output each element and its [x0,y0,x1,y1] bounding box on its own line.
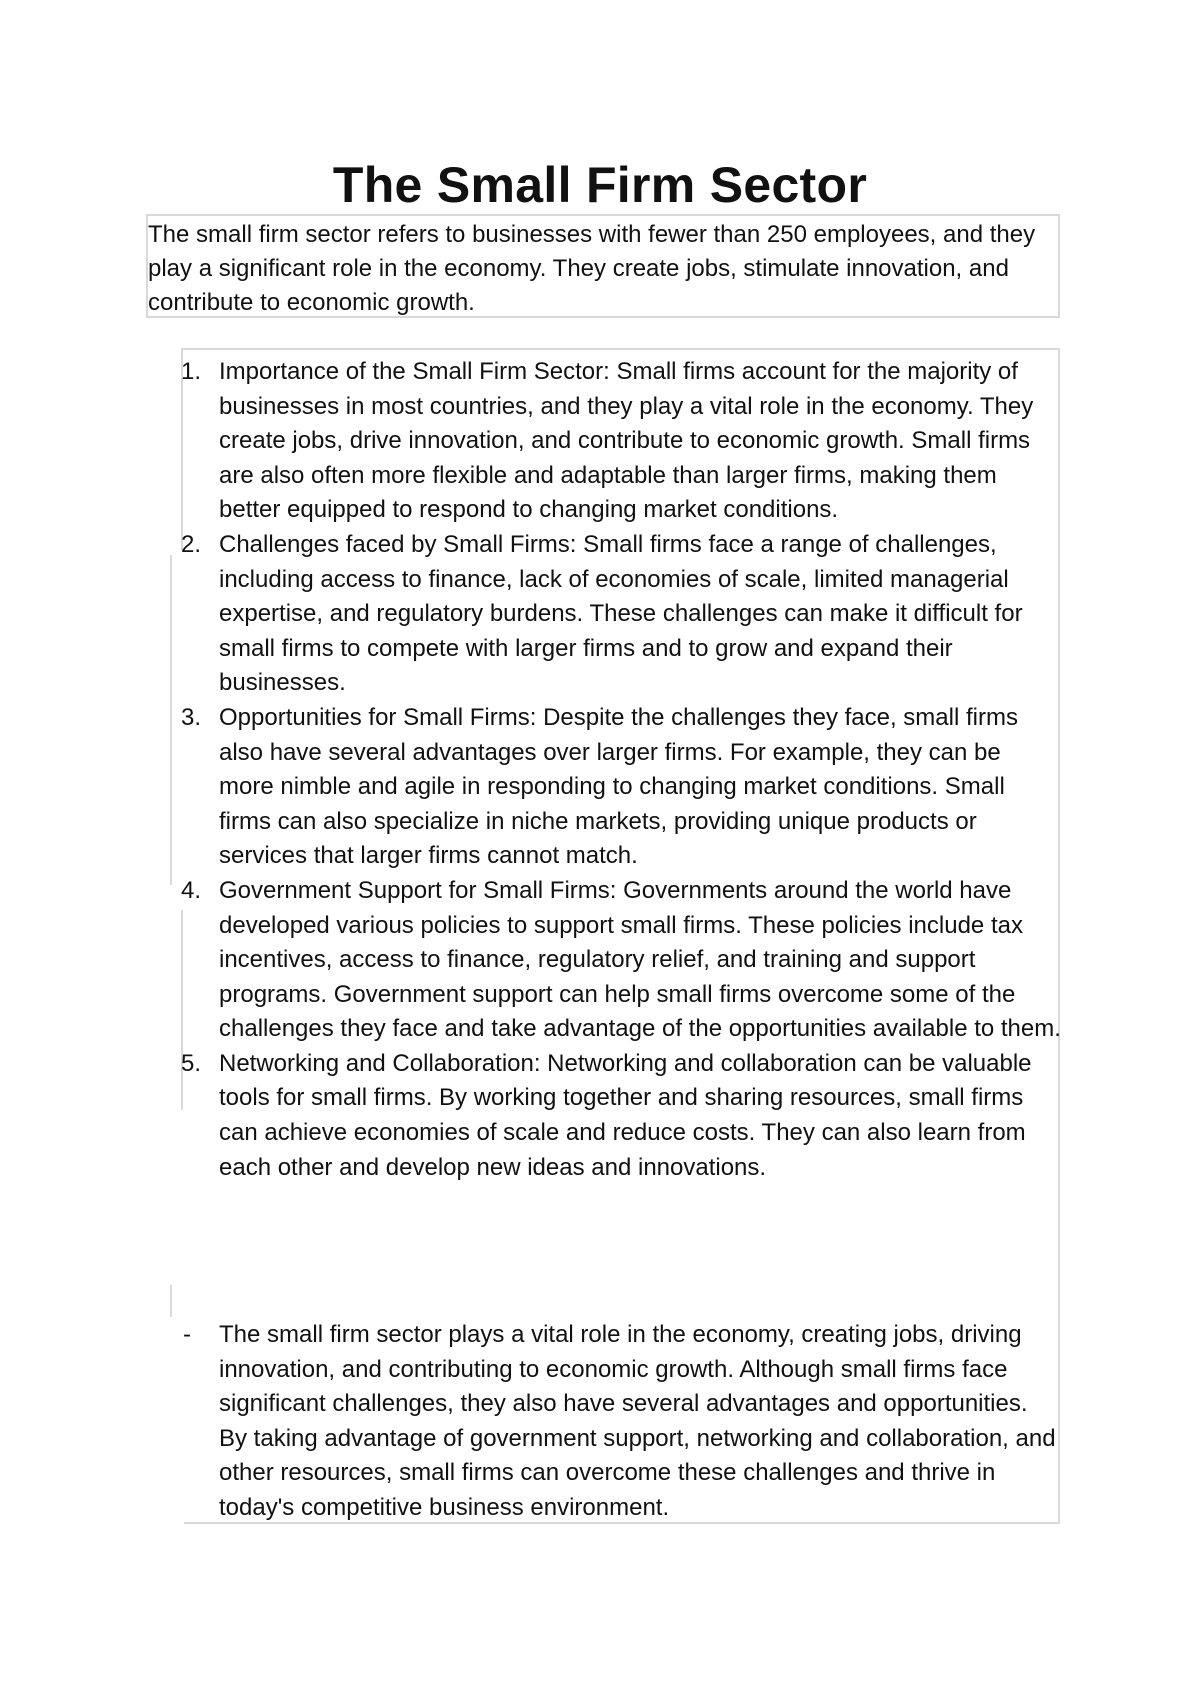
margin-mark [170,555,172,885]
list-item-number: 1. [181,358,202,385]
list-item-number: 5. [181,1049,202,1077]
list-item-text: Networking and Collaboration: Networking and collaboration can be valuable tools for small firms. By working together and sharing resources, small firms can achieve economies of scale and reduce costs. They can also learn from each other and develop new ideas and innovations. [219,1049,1032,1181]
list-item-number: 3. [181,703,202,731]
list-item [181,355,1061,528]
list-item-number: 2. [181,530,202,558]
list-item [181,528,1061,701]
page-title: The Small Firm Sector [332,157,868,213]
intro-paragraph: The small firm sector refers to businesses with fewer than 250 employees, and they play a significant role in the economy. They create jobs, stimulate innovation, and contribute to economic growth. [148,221,1036,316]
list-item [181,701,1061,874]
list-item-number: 4. [181,876,202,904]
list-item-text: Challenges faced by Small Firms: Small firms face a range of challenges, including access to finance, lack of economies of scale, limited managerial expertise, and regulatory burdens. These challenges can make it difficult for small firms to compete with larger firms and to grow and expand their businesses. [219,530,1023,697]
conclusion-item [181,1318,1061,1526]
list-item-text: Government Support for Small Firms: Governments around the world have developed various policies to support small firms. These policies include tax incentives, access to finance, regulatory relief, and training and support programs. Government support can help small firms overcome some of the challenges they face and take advantage of the opportunities available to them. [219,876,1061,1043]
conclusion-text: The small firm sector plays a vital role in the economy, creating jobs, driving innovation, and contributing to economic growth. Although small firms face significant challenges, they also have several advantages and opportunities. By taking advantage of government support, networking and collaboration, and other resources, small firms can overcome these challenges and thrive in today's competitive business environment. [219,1321,1056,1521]
list-item-text: Opportunities for Small Firms: Despite the challenges they face, small firms also have several advantages over larger firms. For example, they can be more nimble and agile in responding to changing market conditions. Small firms can also specialize in niche markets, providing unique products or services that larger firms cannot match. [219,703,1018,870]
conclusion-marker: - [183,1321,191,1348]
intro-paragraph-box [146,214,1060,318]
list-item [181,874,1061,1047]
list-item [181,1047,1061,1185]
margin-mark [170,1285,172,1317]
numbered-list [181,355,1061,1185]
list-item-text: Importance of the Small Firm Sector: Small firms account for the majority of businesses in most countries, and they play a vital role in the economy. They create jobs, drive innovation, and contribute to economic growth. Small firms are also often more flexible and adaptable than larger firms, making them better equipped to respond to changing market conditions. [219,358,1034,524]
conclusion-list [181,1318,1061,1526]
